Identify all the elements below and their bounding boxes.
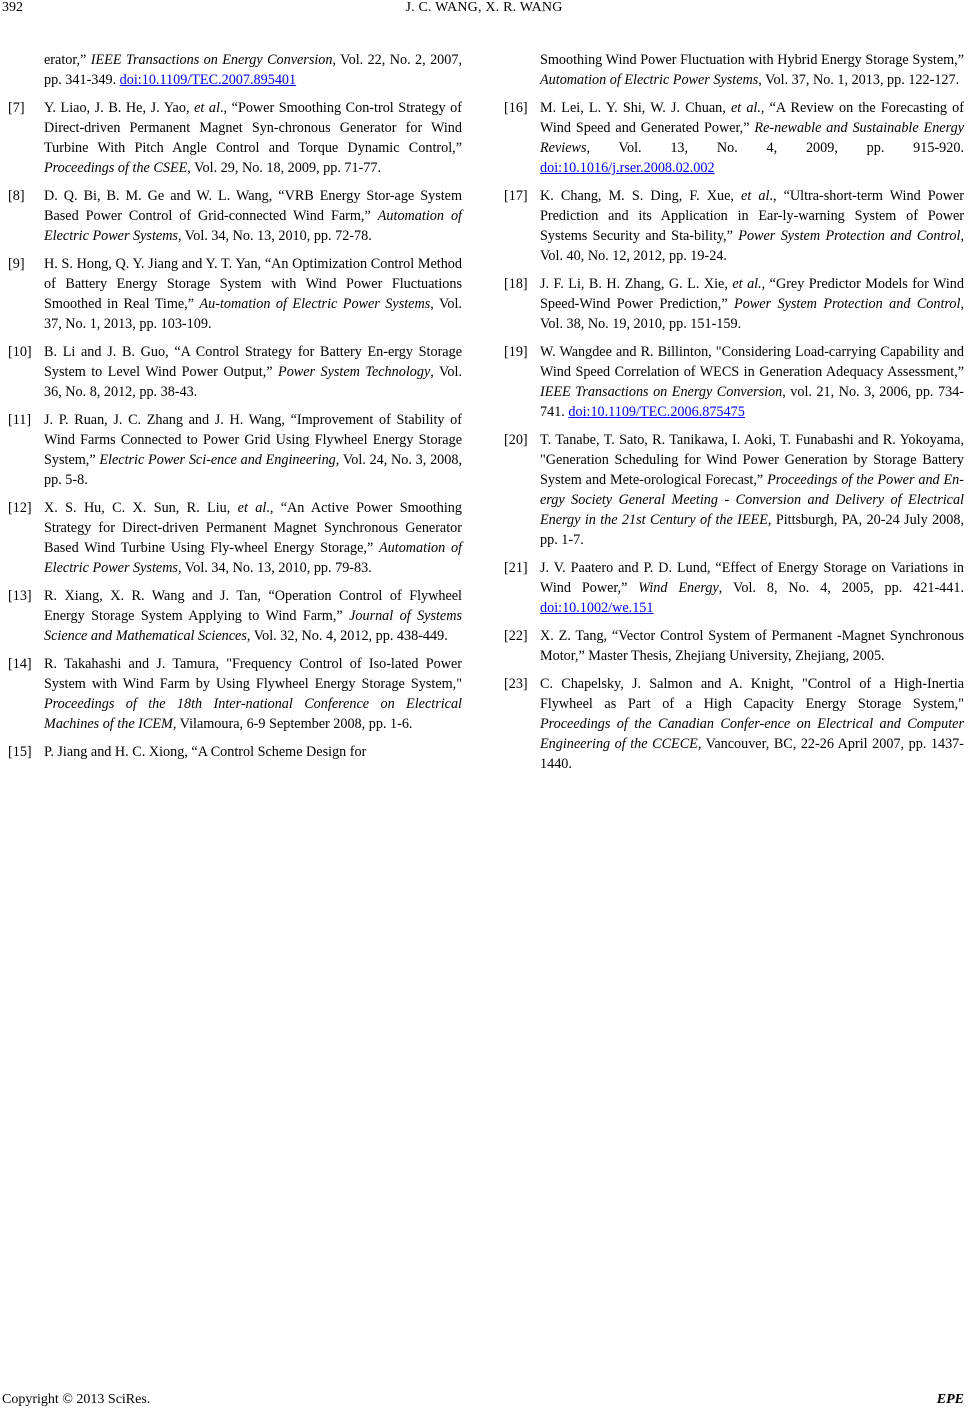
reference-venue-italic: Power System Protection and Control: [734, 296, 961, 312]
reference-item: [504, 674, 964, 774]
reference-text: [44, 50, 462, 90]
reference-venue-italic: Automation of Electric Power Systems: [540, 72, 759, 88]
reference-text-segment: , Vol. 32, No. 4, 2012, pp. 438-449.: [246, 628, 448, 644]
reference-venue-italic: Proceedings of the CSEE: [44, 160, 188, 176]
reference-item: [504, 186, 964, 266]
doi-link[interactable]: doi:10.1002/we.151: [540, 600, 654, 616]
reference-text-segment: , Vol. 24, No. 3, 2008, pp. 5-8.: [44, 452, 462, 488]
reference-item: [8, 586, 462, 646]
reference-item: [504, 342, 964, 422]
page-number: 392: [2, 0, 23, 15]
reference-text-segment: , Vol. 22, No. 2, 2007, pp. 341-349.: [44, 52, 462, 88]
reference-venue-italic: Automation of Electric Power Systems: [44, 208, 462, 244]
reference-number: [12]: [8, 500, 32, 516]
reference-text: [540, 674, 964, 774]
reference-text-segment: erator,”: [44, 52, 91, 68]
reference-text-segment: P. Jiang and H. C. Xiong, “A Control Scheme Design for: [44, 744, 367, 760]
reference-text-segment: , vol. 21, No. 3, 2006, pp. 734-741.: [540, 384, 964, 420]
reference-number: [9]: [8, 256, 25, 272]
reference-text-segment: , Vol. 13, No. 4, 2009, pp. 915-920.: [586, 140, 964, 156]
reference-text-segment: , Pittsburgh, PA, 20-24 July 2008, pp. 1-7.: [540, 512, 964, 548]
reference-text-segment: Y. Liao, J. B. He, J. Yao,: [44, 100, 195, 116]
reference-venue-italic: Au-tomation of Electric Power Systems: [199, 296, 431, 312]
journal-abbrev: EPE: [936, 1392, 964, 1407]
reference-text-segment: , Vilamoura, 6-9 September 2008, pp. 1-6.: [172, 716, 413, 732]
reference-text-segment: ., “Power Smoothing Con-trol Strategy of Direct-driven Permanent Magnet Syn-chronous Generator for Wind Turbine With Pitch Angle Control and Torque Dynamic Control,”: [44, 100, 462, 156]
reference-text-segment: B. Li and J. B. Guo, “A Control Strategy for Battery En-ergy Storage System to Level Wind Power Output,”: [44, 344, 462, 380]
reference-text: [540, 98, 964, 178]
reference-venue-italic: IEEE Transactions on Energy Conversion: [540, 384, 783, 400]
reference-text-segment: C. Chapelsky, J. Salmon and A. Knight, "Control of a High-Inertia Flywheel as Part of a High Capacity Energy Storage System,": [540, 676, 964, 712]
reference-number: [20]: [504, 432, 528, 448]
reference-text-segment: R. Takahashi and J. Tamura, "Frequency Control of Iso-lated Power System with Wind Farm by Using Flywheel Energy Storage System,": [44, 656, 462, 692]
reference-text: [44, 342, 462, 402]
reference-number: [14]: [8, 656, 32, 672]
reference-item: [8, 50, 462, 90]
reference-text: [540, 430, 964, 550]
reference-text-segment: , Vol. 34, No. 13, 2010, pp. 72-78.: [177, 228, 372, 244]
reference-venue-italic: et al: [194, 100, 220, 116]
reference-venue-italic: et al: [741, 188, 770, 204]
references-right-column: [504, 50, 964, 782]
reference-text-segment: , Vol. 37, No. 1, 2013, pp. 122-127.: [758, 72, 960, 88]
reference-text-segment: M. Lei, L. Y. Shi, W. J. Chuan,: [540, 100, 731, 116]
copyright-notice: Copyright © 2013 SciRes.: [2, 1392, 151, 1407]
reference-number: [16]: [504, 100, 528, 116]
reference-text: [540, 186, 964, 266]
reference-text-segment: X. S. Hu, C. X. Sun, R. Liu,: [44, 500, 238, 516]
reference-number: [22]: [504, 628, 528, 644]
reference-item: [504, 430, 964, 550]
reference-text: [44, 186, 462, 246]
reference-number: [8]: [8, 188, 25, 204]
reference-text-segment: K. Chang, M. S. Ding, F. Xue,: [540, 188, 742, 204]
reference-venue-italic: Proceedings of the 18th Inter-national Conference on Electrical Machines of the ICEM: [44, 696, 462, 732]
reference-venue-italic: Power System Protection and Control: [738, 228, 961, 244]
reference-text-segment: , Vol. 8, No. 4, 2005, pp. 421-441.: [718, 580, 965, 596]
reference-text-segment: D. Q. Bi, B. M. Ge and W. L. Wang, “VRB Energy Stor-age System Based Power Control of Grid-connected Wind Farm,”: [44, 188, 462, 224]
reference-text-segment: , “A Review on the Forecasting of Wind Speed and Generated Power,”: [540, 100, 964, 136]
running-header-authors: J. C. WANG, X. R. WANG: [405, 0, 563, 15]
reference-text: [540, 558, 964, 618]
reference-text: [44, 654, 462, 734]
reference-text-segment: ., “Ultra-short-term Wind Power Prediction and its Application in Ear-ly-warning System of Power Systems Security and Sta-bility,”: [540, 188, 965, 244]
reference-text: [540, 626, 964, 666]
reference-text-segment: J. V. Paatero and P. D. Lund, “Effect of Energy Storage on Variations in Wind Power,”: [540, 560, 964, 596]
reference-venue-italic: Electric Power Sci-ence and Engineering: [99, 452, 336, 468]
reference-text: [44, 98, 462, 178]
reference-number: [21]: [504, 560, 528, 576]
reference-text-segment: , Vol. 37, No. 1, 2013, pp. 103-109.: [44, 296, 462, 332]
reference-text: [540, 274, 964, 334]
reference-text-segment: , “Grey Predictor Models for Wind Speed-Wind Power Prediction,”: [540, 276, 964, 312]
reference-item: [8, 254, 462, 334]
reference-venue-italic: Journal of Systems Science and Mathematical Sciences: [44, 608, 462, 644]
reference-item: [504, 626, 964, 666]
reference-item: [8, 98, 462, 178]
reference-text-segment: W. Wangdee and R. Billinton, "Considering Load-carrying Capability and Wind Speed Correlation of WECS in Generation Adequacy Assessment,”: [540, 344, 964, 380]
reference-item: [504, 98, 964, 178]
references-left-column: [8, 50, 462, 770]
reference-text: [44, 410, 462, 490]
reference-venue-italic: Proceedings of the Canadian Confer-ence on Electrical and Computer Engineering of the CCECE: [540, 716, 964, 752]
reference-text-segment: , Vol. 36, No. 8, 2012, pp. 38-43.: [44, 364, 463, 400]
reference-item: [8, 186, 462, 246]
reference-venue-italic: Automation of Electric Power Systems: [44, 540, 462, 576]
reference-text: [540, 342, 964, 422]
doi-link[interactable]: doi:10.1109/TEC.2007.895401: [119, 72, 297, 88]
reference-venue-italic: IEEE Transactions on Energy Conversion: [90, 52, 333, 68]
reference-venue-italic: et al.: [730, 100, 761, 116]
reference-text-segment: , Vol. 38, No. 19, 2010, pp. 151-159.: [540, 296, 965, 332]
reference-number: [11]: [8, 412, 32, 428]
reference-venue-italic: et al.: [732, 276, 762, 292]
reference-number: [10]: [8, 344, 32, 360]
reference-text-segment: J. F. Li, B. H. Zhang, G. L. Xie,: [540, 276, 733, 292]
reference-venue-italic: Power System Technology: [278, 364, 431, 380]
reference-number: [7]: [8, 100, 25, 116]
reference-venue-italic: Proceedings of the Power and En-ergy Society General Meeting - Conversion and Delivery of Electrical Energy in the 21st Century of the IEEE: [540, 472, 964, 528]
reference-text-segment: H. S. Hong, Q. Y. Jiang and Y. T. Yan, “An Optimization Control Method of Battery Energy Storage System with Wind Power Fluctuations Smoothed in Real Time,”: [44, 256, 462, 312]
reference-text-segment: , Vol. 34, No. 13, 2010, pp. 79-83.: [177, 560, 372, 576]
reference-item: [8, 742, 462, 762]
doi-link[interactable]: doi:10.1109/TEC.2006.875475: [568, 404, 745, 420]
reference-number: [17]: [504, 188, 528, 204]
reference-text: [44, 498, 462, 578]
reference-item: [8, 498, 462, 578]
reference-text: [44, 742, 462, 762]
reference-number: [15]: [8, 744, 32, 760]
reference-number: [18]: [504, 276, 528, 292]
reference-number: [13]: [8, 588, 32, 604]
reference-item: [504, 558, 964, 618]
reference-text-segment: J. P. Ruan, J. C. Zhang and J. H. Wang, “Improvement of Stability of Wind Farms Connected to Power Grid Using Flywheel Energy Storage System,”: [44, 412, 462, 468]
doi-link[interactable]: doi:10.1016/j.rser.2008.02.002: [540, 160, 715, 176]
reference-item: [504, 274, 964, 334]
reference-item: [8, 654, 462, 734]
reference-text-segment: , Vancouver, BC, 22-26 April 2007, pp. 1437-1440.: [540, 736, 964, 772]
reference-text: [44, 254, 462, 334]
reference-text-segment: , Vol. 29, No. 18, 2009, pp. 71-77.: [187, 160, 382, 176]
reference-number: [19]: [504, 344, 528, 360]
reference-text-segment: , Vol. 40, No. 12, 2012, pp. 19-24.: [540, 228, 965, 264]
reference-text-segment: Smoothing Wind Power Fluctuation with Hybrid Energy Storage System,”: [540, 52, 964, 68]
reference-venue-italic: Wind Energy: [638, 580, 719, 596]
reference-text-segment: R. Xiang, X. R. Wang and J. Tan, “Operation Control of Flywheel Energy Storage System Applying to Wind Farm,”: [44, 588, 462, 624]
reference-item: [8, 410, 462, 490]
reference-item: [504, 50, 964, 90]
reference-venue-italic: Re-newable and Sustainable Energy Reviews: [540, 120, 964, 156]
reference-number: [23]: [504, 676, 528, 692]
reference-text-segment: ., “An Active Power Smoothing Strategy for Direct-driven Permanent Magnet Synchronous Generator Based Wind Turbine Using Fly-wheel Energy Storage,”: [44, 500, 462, 556]
reference-item: [8, 342, 462, 402]
reference-text: [540, 50, 964, 90]
reference-text: [44, 586, 462, 646]
reference-venue-italic: et al: [237, 500, 267, 516]
reference-text-segment: X. Z. Tang, “Vector Control System of Permanent -Magnet Synchronous Motor,” Master Thesis, Zhejiang University, Zhejiang, 2005.: [540, 628, 964, 664]
reference-text-segment: T. Tanabe, T. Sato, R. Tanikawa, I. Aoki, T. Funabashi and R. Yokoyama, "Generation Scheduling for Wind Power Generation by Storage Battery System and Mete-orological Forecast,”: [540, 432, 964, 488]
